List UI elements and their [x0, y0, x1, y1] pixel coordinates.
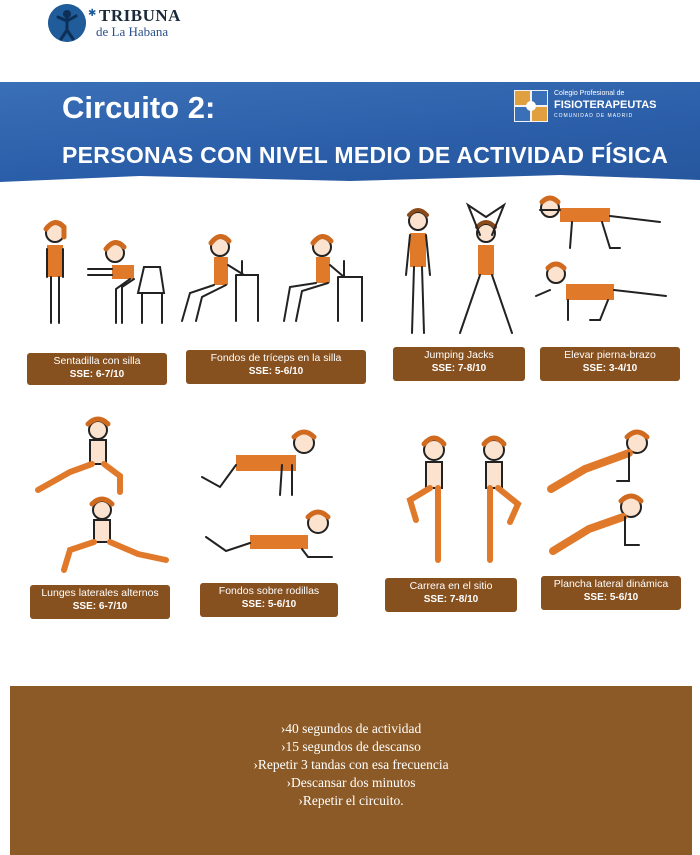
- bird-dog-figure-icon: [530, 190, 680, 335]
- knee-pushup-figure-icon: [196, 425, 346, 570]
- exercise-name: Lunges laterales alternos: [41, 587, 159, 599]
- exercise-label: [541, 576, 681, 610]
- org-logo: [514, 88, 664, 126]
- page-title: Circuito 2:: [62, 90, 216, 125]
- instructions-panel: [10, 686, 692, 855]
- side-plank-figure-icon: [545, 425, 665, 560]
- star-icon: ✱: [88, 8, 97, 19]
- org-line-1: Colegio Profesional de: [554, 90, 625, 97]
- exercise-sse: SSE: 6-7/10: [69, 369, 125, 380]
- exercise-label: [30, 585, 170, 619]
- exercise-name: Plancha lateral dinámica: [553, 578, 669, 590]
- brand-subtitle: de La Habana: [96, 24, 169, 39]
- exercise-name: Elevar pierna-brazo: [564, 349, 656, 361]
- squat-figure-icon: [30, 215, 170, 335]
- exercise-sse: SSE: 7-8/10: [431, 363, 487, 374]
- instruction-line: ›40 segundos de actividad: [280, 721, 422, 736]
- instruction-line: ›Repetir el circuito.: [298, 793, 404, 808]
- exercise-label: [200, 583, 338, 617]
- exercise-label: [393, 347, 525, 381]
- exercise-name: Jumping Jacks: [424, 349, 494, 361]
- exercise-label: [540, 347, 680, 381]
- brand-name: TRIBUNA: [99, 6, 181, 25]
- exercise-sse: SSE: 6-7/10: [72, 601, 128, 612]
- exercise-label: [27, 353, 167, 385]
- lateral-lunge-figure-icon: [30, 410, 170, 575]
- exercise-sse: SSE: 3-4/10: [582, 363, 638, 374]
- org-line-3: COMUNIDAD DE MADRID: [554, 113, 634, 119]
- logo-emblem-icon: [48, 4, 86, 42]
- exercise-label: [385, 578, 517, 612]
- exercise-sse: SSE: 7-8/10: [423, 594, 479, 605]
- exercise-sse: SSE: 5-6/10: [248, 366, 304, 377]
- page-subtitle: PERSONAS CON NIVEL MEDIO DE ACTIVIDAD FÍSICA: [62, 142, 669, 168]
- site-logo[interactable]: [0, 0, 700, 60]
- instruction-line: ›Descansar dos minutos: [286, 775, 416, 790]
- tricep-dip-figure-icon: [176, 225, 376, 330]
- instruction-line: ›Repetir 3 tandas con esa frecuencia: [253, 757, 449, 772]
- running-in-place-figure-icon: [398, 430, 528, 565]
- exercise-name: Fondos de tríceps en la silla: [210, 352, 342, 364]
- jumping-jacks-figure-icon: [390, 195, 530, 335]
- exercise-label: [186, 350, 366, 384]
- exercise-name: Sentadilla con silla: [53, 355, 141, 367]
- exercise-name: Fondos sobre rodillas: [218, 585, 320, 597]
- instruction-line: ›15 segundos de descanso: [281, 739, 421, 754]
- org-line-2: FISIOTERAPEUTAS: [554, 99, 657, 111]
- org-emblem-icon: [514, 90, 548, 122]
- instructions-list: [10, 720, 692, 810]
- exercise-name: Carrera en el sitio: [409, 580, 493, 592]
- exercise-sse: SSE: 5-6/10: [241, 599, 297, 610]
- exercise-sse: SSE: 5-6/10: [583, 592, 639, 603]
